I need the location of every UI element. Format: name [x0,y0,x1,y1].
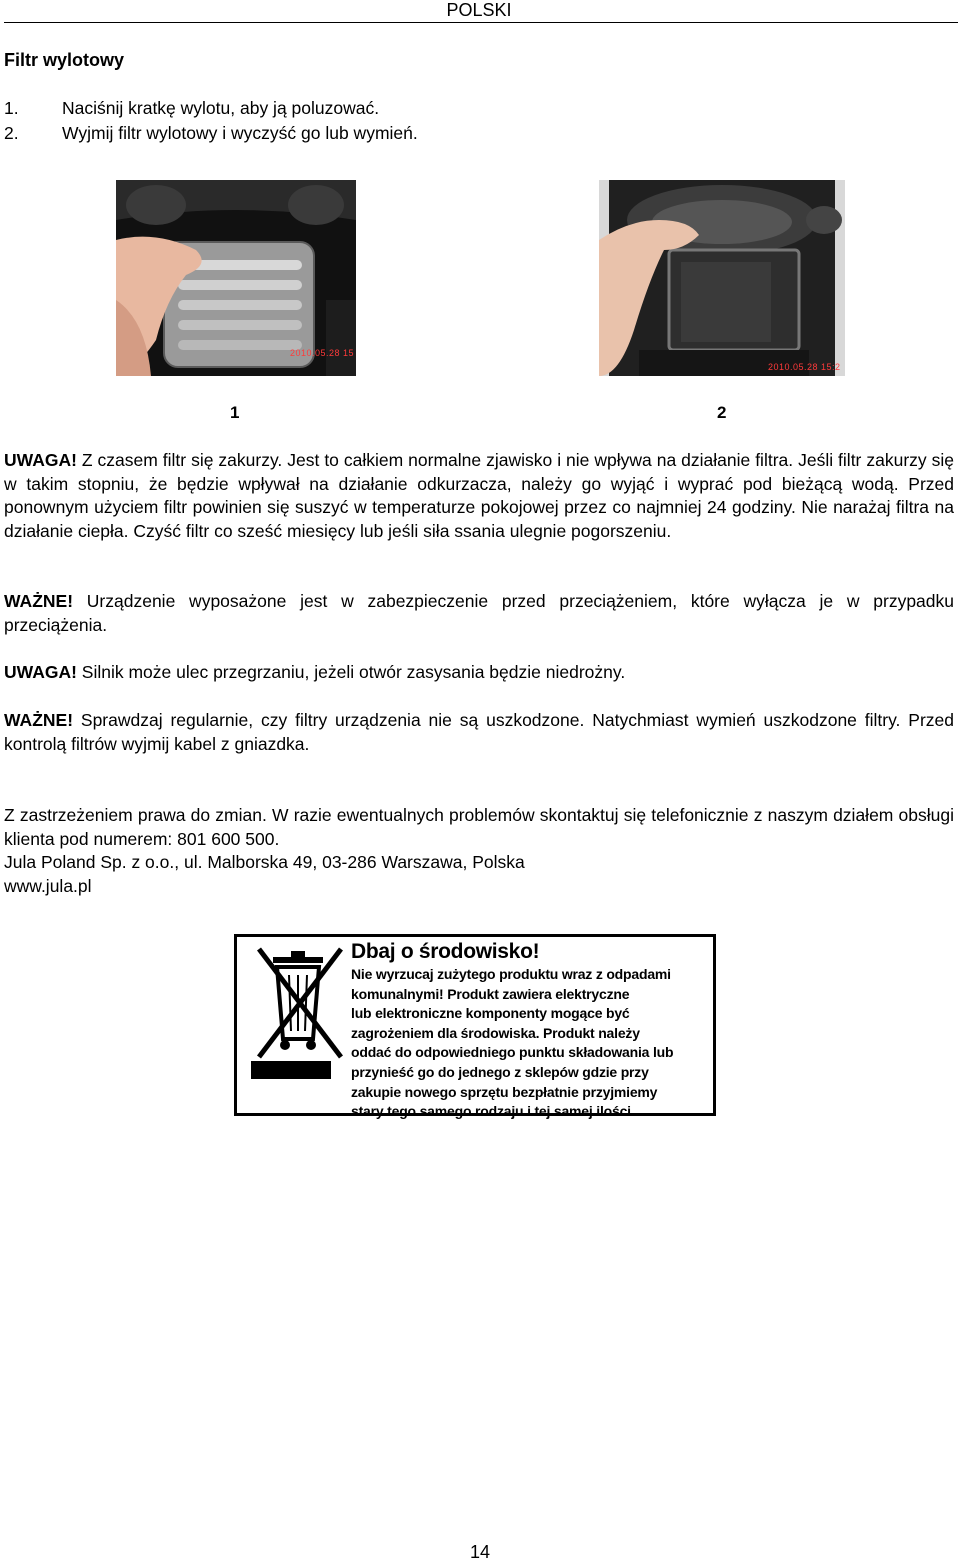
contact-block [4,804,954,898]
note-label: UWAGA! [4,662,77,682]
crossed-out-bin-icon [245,943,355,1093]
photo-outlet-grille [116,180,356,376]
step-item [4,96,418,121]
photo-remove-filter [599,180,845,376]
contact-disclaimer: Z zastrzeżeniem prawa do zmian. W razie ewentualnych problemów skontaktuj się telefonicznie z naszym działem obsługi klienta pod numerem: 801 600 500. [4,805,954,849]
step-text: Naciśnij kratkę wylotu, aby ją poluzować. [62,98,380,118]
environment-line: Nie wyrzucaj zużytego produktu wraz z odpadami [351,966,671,982]
contact-address: Jula Poland Sp. z o.o., ul. Malborska 49, 03-286 Warszawa, Polska [4,852,525,872]
note-label: UWAGA! [4,450,77,470]
environment-line: komunalnymi! Produkt zawiera elektryczne [351,985,630,1002]
section-title: Filtr wylotowy [4,50,125,70]
note-text: Urządzenie wyposażone jest w zabezpieczenie przed przeciążeniem, które wyłącza je w przypadku przeciążenia. [4,591,954,635]
note-text: Silnik może ulec przegrzaniu, jeżeli otwór zasysania będzie niedrożny. [76,662,626,682]
note-wazne-filters [4,709,954,756]
environment-line: przynieść go do jednego z sklepów gdzie przy [351,1063,649,1080]
note-text: Z czasem filtr się zakurzy. Jest to całkiem normalne zjawisko i nie wpływa na działanie filtra. Jeśli filtr zakurzy się w takim stopniu, że będzie wpływał na działanie odkurzacza, należy go wyjąć i wyprać pod bieżącą wodą. Przed ponownym użyciem filtr powinien się suszyć w temperaturze pokojowej przez co najmniej 24 godziny. Nie narażaj filtra na działanie ciepła. Czyść filtr co sześć miesięcy lub jeśli siła ssania ulegnie pogorszeniu. [4,450,954,541]
environment-line: oddać do odpowiedniego punktu składowania lub [351,1044,674,1061]
photo-outlet-grille-image [116,180,356,376]
note-wazne-overload [4,590,954,637]
note-label: WAŻNE! [4,591,74,611]
environment-title: Dbaj o środowisko! [351,940,540,963]
environment-line: zagrożeniem dla środowiska. Produkt należy [351,1024,640,1041]
note-text: Sprawdzaj regularnie, czy filtry urządzenia nie są uszkodzone. Natychmiast wymień uszkodzone filtry. Przed kontrolą filtrów wyjmij kabel z gniazdka. [4,710,954,754]
note-label: WAŻNE! [4,710,74,730]
steps-list [4,96,418,146]
header-language: POLSKI [446,0,512,20]
step-item [4,121,418,146]
environment-notice [234,934,716,1120]
photo-timestamp: 2010.05.28 15 [290,348,355,358]
environment-body [351,965,713,1122]
note-uwaga-motor [4,661,954,685]
contact-website: www.jula.pl [4,875,92,896]
environment-line: stary tego samego rodzaju i tej samej ilości. [351,1103,635,1120]
photo-caption: 2 [717,403,727,422]
note-uwaga-filter [4,449,954,543]
environment-line: lub elektroniczne komponenty mogące być [351,1005,630,1022]
photo-timestamp: 2010.05.28 15:2 [768,362,841,372]
step-number: 2. [4,123,19,143]
page-number: 14 [469,1542,491,1562]
header-rule [4,22,958,23]
photo-remove-filter-image [599,180,845,376]
step-number: 1. [4,98,19,118]
environment-text [351,939,713,1122]
photo-caption: 1 [230,403,240,422]
environment-line: zakupie nowego sprzętu bezpłatnie przyjmiemy [351,1083,658,1100]
step-text: Wyjmij filtr wylotowy i wyczyść go lub wymień. [62,123,418,143]
